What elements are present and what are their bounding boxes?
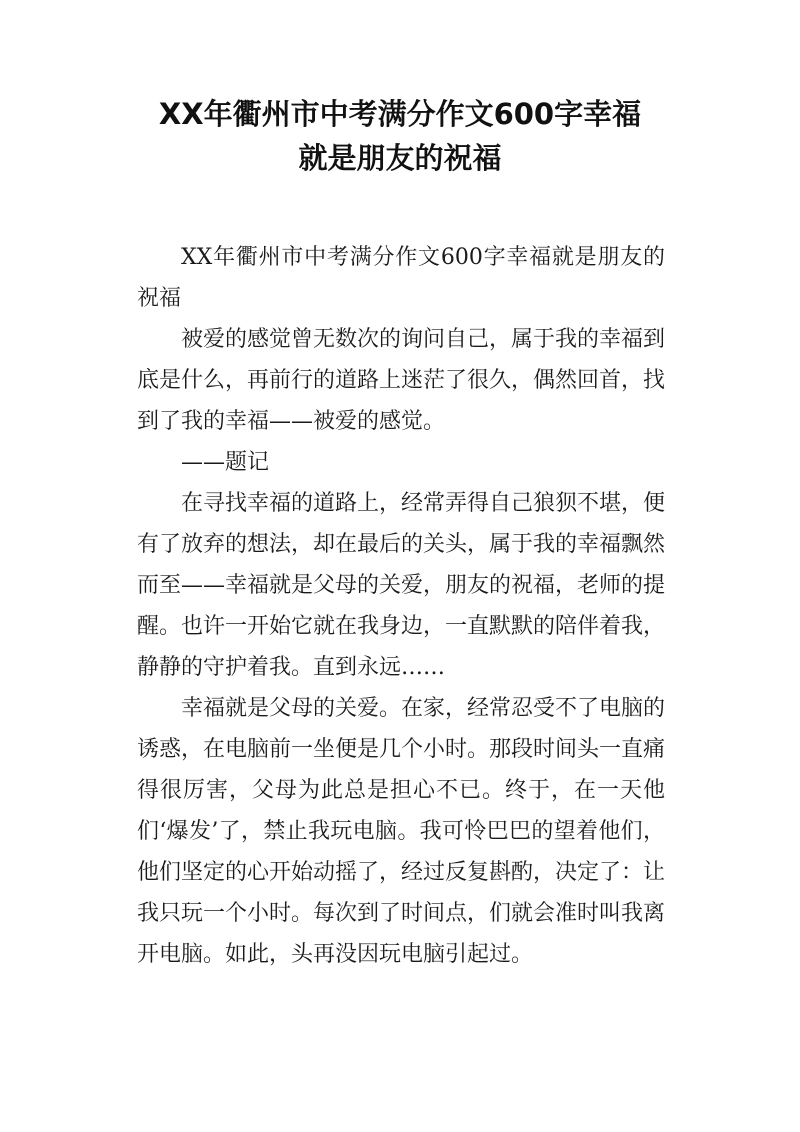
- paragraph-body-1: 在寻找幸福的道路上，经常弄得自己狼狈不堪，便有了放弃的想法，却在最后的关头，属于我的幸福飘然而至——幸福就是父母的关爱，朋友的祝福，老师的提醒。也许一开始它就在我身边，一直默默的陪伴着我，静静的守护着我。直到永远……: [137, 491, 666, 680]
- paragraph-heading: XX年衢州市中考满分作文600字幸福就是朋友的祝福: [137, 245, 665, 311]
- title-line-2: 就是朋友的祝福: [298, 141, 502, 175]
- document-title: [100, 92, 700, 180]
- document-body: [137, 237, 665, 975]
- paragraph-body-2: 幸福就是父母的关爱。在家，经常忍受不了电脑的诱惑，在电脑前一坐便是几个小时。那段时间头一直痛得很厉害，父母为此总是担心不已。终于，在一天他们‘爆发’了，禁止我玩电脑。我可怜巴巴的望着他们，他们坚定的心开始动摇了，经过反复斟酌，决定了：让我只玩一个小时。每次到了时间点，们就会准时叫我离开电脑。如此，头再没因玩电脑引起过。: [137, 696, 666, 967]
- paragraph-epigraph: ——题记: [181, 450, 270, 475]
- paragraph-intro: 被爱的感觉曾无数次的询问自己，属于我的幸福到底是什么，再前行的道路上迷茫了很久，偶然回首，找到了我的幸福——被爱的感觉。: [137, 327, 666, 434]
- title-line-1: XX年衢州市中考满分作文600字幸福: [158, 97, 642, 131]
